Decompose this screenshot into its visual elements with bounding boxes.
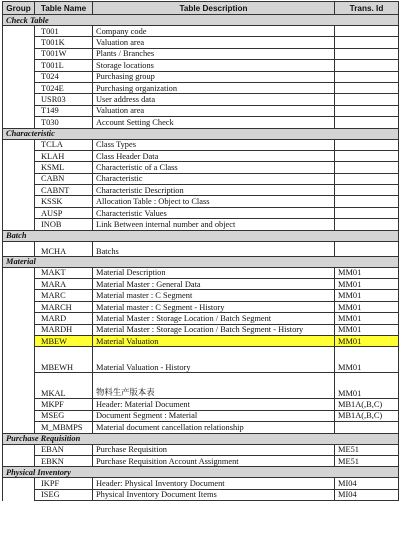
table-description-cell: Characteristic xyxy=(93,173,335,184)
group-cell xyxy=(3,185,35,196)
table-description-cell: Material Description xyxy=(93,267,335,278)
group-cell xyxy=(3,267,35,278)
group-cell xyxy=(3,150,35,161)
table-row xyxy=(3,162,399,173)
table-row xyxy=(3,267,399,278)
trans-id-cell: ME51 xyxy=(335,455,399,466)
table-description-cell: Characteristic of a Class xyxy=(93,162,335,173)
trans-id-cell xyxy=(335,207,399,218)
sap-table-reference-sheet xyxy=(2,1,399,501)
table-description-cell: User address data xyxy=(93,94,335,105)
table-row xyxy=(3,455,399,466)
group-cell xyxy=(3,347,35,373)
table-row xyxy=(3,150,399,161)
table-row xyxy=(3,335,399,346)
table-name-cell: T001L xyxy=(35,60,93,71)
column-header-trans-id: Trans. Id xyxy=(335,2,399,15)
trans-id-cell: MB1A(,B,C) xyxy=(335,410,399,421)
group-cell xyxy=(3,173,35,184)
group-cell xyxy=(3,207,35,218)
table-description-cell: 物料生产版本表 xyxy=(93,373,335,399)
group-cell xyxy=(3,489,35,500)
table-row xyxy=(3,94,399,105)
table-description-cell: Material master : C Segment xyxy=(93,290,335,301)
group-cell xyxy=(3,105,35,116)
table-description-cell: Company code xyxy=(93,26,335,37)
table-name-cell: T024 xyxy=(35,71,93,82)
trans-id-cell: MI04 xyxy=(335,489,399,500)
group-cell xyxy=(3,410,35,421)
table-description-cell: Account Setting Check xyxy=(93,117,335,128)
table-description-cell: Plants / Branches xyxy=(93,48,335,59)
table-name-cell: MARDH xyxy=(35,324,93,335)
table-name-cell: T149 xyxy=(35,105,93,116)
group-title: Characteristic xyxy=(3,128,399,139)
table-name-cell: MARD xyxy=(35,313,93,324)
group-cell xyxy=(3,290,35,301)
table-row xyxy=(3,60,399,71)
header-row xyxy=(3,2,399,15)
trans-id-cell xyxy=(335,117,399,128)
table-row xyxy=(3,399,399,410)
trans-id-cell xyxy=(335,173,399,184)
table-description-cell: Header: Physical Inventory Document xyxy=(93,478,335,489)
group-cell xyxy=(3,94,35,105)
table-name-cell: KLAH xyxy=(35,150,93,161)
table-row xyxy=(3,410,399,421)
table-name-cell: MAKT xyxy=(35,267,93,278)
table-name-cell: MBEW xyxy=(35,335,93,346)
table-description-cell: Purchasing organization xyxy=(93,82,335,93)
trans-id-cell xyxy=(335,105,399,116)
table-description-cell: Storage locations xyxy=(93,60,335,71)
table-name-cell: IKPF xyxy=(35,478,93,489)
table-name-cell: M_MBMPS xyxy=(35,422,93,433)
column-header-group: Group xyxy=(3,2,35,15)
table-description-cell: Physical Inventory Document Items xyxy=(93,489,335,500)
trans-id-cell: MI04 xyxy=(335,478,399,489)
table-description-cell: Purchase Requisition xyxy=(93,444,335,455)
group-cell xyxy=(3,313,35,324)
group-title: Material xyxy=(3,256,399,267)
table-name-cell: T024E xyxy=(35,82,93,93)
trans-id-cell xyxy=(335,196,399,207)
table-description-cell: Valuation area xyxy=(93,37,335,48)
table-row xyxy=(3,290,399,301)
trans-id-cell xyxy=(335,48,399,59)
trans-id-cell: MM01 xyxy=(335,267,399,278)
trans-id-cell xyxy=(335,422,399,433)
group-cell xyxy=(3,301,35,312)
table-description-cell: Class Header Data xyxy=(93,150,335,161)
table-row xyxy=(3,313,399,324)
group-cell xyxy=(3,219,35,230)
table-name-cell: ISEG xyxy=(35,489,93,500)
group-cell xyxy=(3,455,35,466)
table-name-cell: EBAN xyxy=(35,444,93,455)
table-name-cell: KSML xyxy=(35,162,93,173)
group-cell xyxy=(3,162,35,173)
table-row xyxy=(3,105,399,116)
table-name-cell: MBEWH xyxy=(35,347,93,373)
group-row xyxy=(3,256,399,267)
group-cell xyxy=(3,444,35,455)
table-description-cell: Batchs xyxy=(93,241,335,256)
group-cell xyxy=(3,399,35,410)
table-description-cell: Material document cancellation relationship xyxy=(93,422,335,433)
group-title: Batch xyxy=(3,230,399,241)
group-cell xyxy=(3,60,35,71)
table-row xyxy=(3,347,399,373)
group-cell xyxy=(3,422,35,433)
group-cell xyxy=(3,82,35,93)
group-row xyxy=(3,230,399,241)
column-header-table-description: Table Description xyxy=(93,2,335,15)
trans-id-cell: MB1A(,B,C) xyxy=(335,399,399,410)
table-description-cell: Material Master : Storage Location / Batch Segment xyxy=(93,313,335,324)
table-name-cell: USR03 xyxy=(35,94,93,105)
group-row xyxy=(3,15,399,26)
table-row xyxy=(3,196,399,207)
group-cell xyxy=(3,26,35,37)
table-description-cell: Purchasing group xyxy=(93,71,335,82)
table-row xyxy=(3,173,399,184)
table-name-cell: MKPF xyxy=(35,399,93,410)
trans-id-cell: MM01 xyxy=(335,373,399,399)
table-description-cell: Document Segment : Material xyxy=(93,410,335,421)
trans-id-cell xyxy=(335,150,399,161)
table-row xyxy=(3,422,399,433)
trans-id-cell xyxy=(335,241,399,256)
table-row xyxy=(3,241,399,256)
table-row xyxy=(3,82,399,93)
table-name-cell: MCHA xyxy=(35,241,93,256)
table-name-cell: MSEG xyxy=(35,410,93,421)
table-description-cell: Purchase Requisition Account Assignment xyxy=(93,455,335,466)
group-title: Purchase Requisition xyxy=(3,433,399,444)
table-name-cell: CABNT xyxy=(35,185,93,196)
table-row xyxy=(3,71,399,82)
group-row xyxy=(3,128,399,139)
table-row xyxy=(3,279,399,290)
group-cell xyxy=(3,117,35,128)
trans-id-cell: MM01 xyxy=(335,313,399,324)
trans-id-cell xyxy=(335,71,399,82)
trans-id-cell: MM01 xyxy=(335,279,399,290)
trans-id-cell xyxy=(335,185,399,196)
group-cell xyxy=(3,279,35,290)
group-cell xyxy=(3,48,35,59)
trans-id-cell xyxy=(335,82,399,93)
trans-id-cell xyxy=(335,94,399,105)
table-name-cell: INOB xyxy=(35,219,93,230)
table-description-cell: Characteristic Description xyxy=(93,185,335,196)
table-row xyxy=(3,324,399,335)
trans-id-cell: MM01 xyxy=(335,301,399,312)
group-cell xyxy=(3,324,35,335)
group-cell xyxy=(3,196,35,207)
table-row xyxy=(3,489,399,500)
table-row xyxy=(3,301,399,312)
group-title: Physical Inventory xyxy=(3,467,399,478)
table-row xyxy=(3,139,399,150)
trans-id-cell xyxy=(335,139,399,150)
group-cell xyxy=(3,373,35,399)
table-description-cell: Allocation Table : Object to Class xyxy=(93,196,335,207)
table-name-cell: T001 xyxy=(35,26,93,37)
trans-id-cell xyxy=(335,219,399,230)
trans-id-cell xyxy=(335,60,399,71)
trans-id-cell xyxy=(335,162,399,173)
trans-id-cell: ME51 xyxy=(335,444,399,455)
table-description-cell: Characteristic Values xyxy=(93,207,335,218)
group-row xyxy=(3,433,399,444)
table-name-cell: KSSK xyxy=(35,196,93,207)
table-name-cell: T001W xyxy=(35,48,93,59)
table-name-cell: AUSP xyxy=(35,207,93,218)
table-name-cell: T001K xyxy=(35,37,93,48)
table-row xyxy=(3,48,399,59)
group-cell xyxy=(3,139,35,150)
table-description-cell: Material Master : General Data xyxy=(93,279,335,290)
table-description-cell: Material Master : Storage Location / Batch Segment - History xyxy=(93,324,335,335)
table-description-cell: Material Valuation xyxy=(93,335,335,346)
trans-id-cell: MM01 xyxy=(335,335,399,346)
table-name-cell: MKAL xyxy=(35,373,93,399)
table-name-cell: EBKN xyxy=(35,455,93,466)
table-description-cell: Material Valuation - History xyxy=(93,347,335,373)
table-description-cell: Class Types xyxy=(93,139,335,150)
table-row xyxy=(3,37,399,48)
table-name-cell: TCLA xyxy=(35,139,93,150)
group-cell xyxy=(3,241,35,256)
table-description-cell: Link Between internal number and object xyxy=(93,219,335,230)
trans-id-cell: MM01 xyxy=(335,290,399,301)
table-row xyxy=(3,373,399,399)
table-row xyxy=(3,207,399,218)
group-row xyxy=(3,467,399,478)
table-name-cell: CABN xyxy=(35,173,93,184)
table-row xyxy=(3,444,399,455)
group-cell xyxy=(3,478,35,489)
table-row xyxy=(3,26,399,37)
trans-id-cell: MM01 xyxy=(335,347,399,373)
column-header-table-name: Table Name xyxy=(35,2,93,15)
table-name-cell: T030 xyxy=(35,117,93,128)
trans-id-cell xyxy=(335,26,399,37)
trans-id-cell: MM01 xyxy=(335,324,399,335)
trans-id-cell xyxy=(335,37,399,48)
table-description-cell: Material master : C Segment - History xyxy=(93,301,335,312)
table-row xyxy=(3,185,399,196)
group-cell xyxy=(3,335,35,346)
table-body xyxy=(3,15,399,501)
group-cell xyxy=(3,71,35,82)
table-row xyxy=(3,478,399,489)
table-name-cell: MARCH xyxy=(35,301,93,312)
table-row xyxy=(3,219,399,230)
group-cell xyxy=(3,37,35,48)
table-name-cell: MARC xyxy=(35,290,93,301)
table-description-cell: Header: Material Document xyxy=(93,399,335,410)
table-description-cell: Valuation area xyxy=(93,105,335,116)
table-name-cell: MARA xyxy=(35,279,93,290)
group-title: Check Table xyxy=(3,15,399,26)
table-row xyxy=(3,117,399,128)
